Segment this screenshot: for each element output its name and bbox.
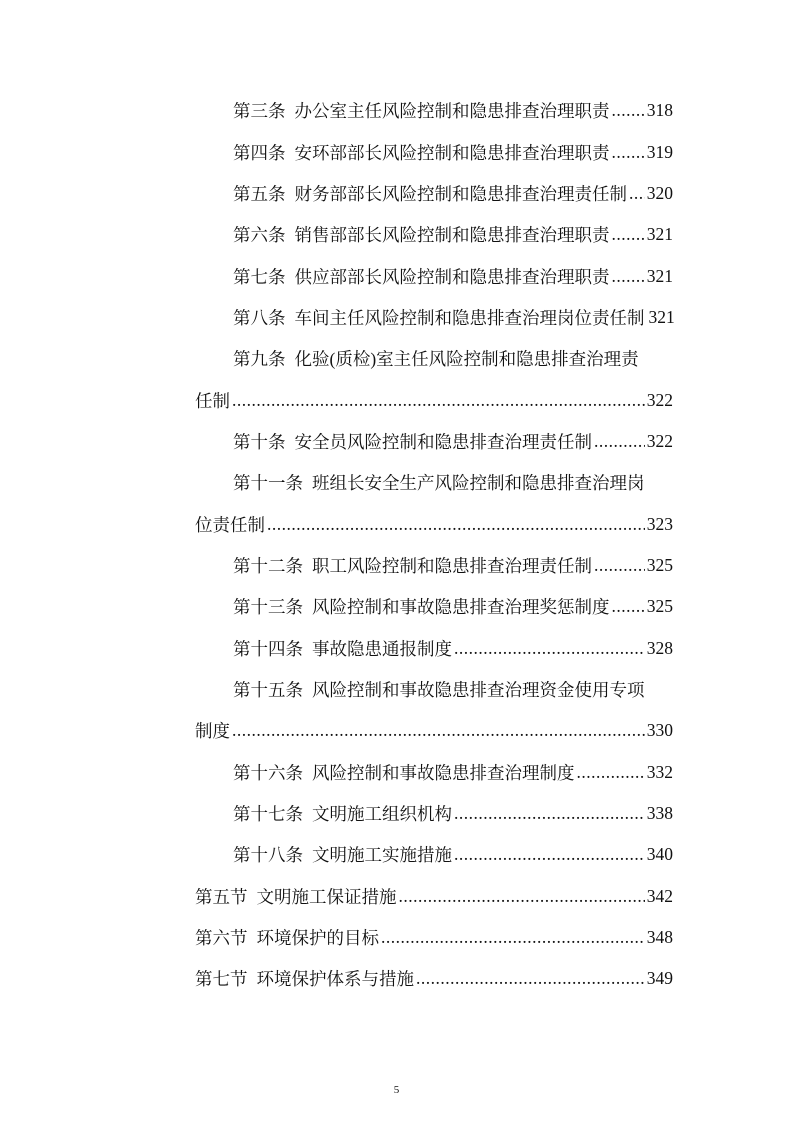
toc-entry[interactable]	[195, 752, 673, 793]
toc-entry-title: 办公室主任风险控制和隐患排查治理职责	[294, 101, 610, 122]
dot-leader	[612, 596, 645, 617]
toc-entry-title: 风险控制和事故隐患排查治理制度	[312, 762, 575, 783]
toc-entry[interactable]	[195, 297, 673, 338]
toc-entry-title: 风险控制和事故隐患排查治理奖惩制度	[312, 597, 610, 618]
dot-leader	[612, 100, 645, 121]
dot-leader	[594, 555, 645, 576]
dot-leader	[232, 390, 645, 411]
toc-entry-page: 322	[646, 430, 673, 451]
dot-leader	[454, 844, 645, 865]
toc-entry[interactable]	[195, 586, 673, 627]
toc-entry-continuation[interactable]	[195, 710, 673, 751]
dot-leader	[594, 431, 645, 452]
toc-entry-title: 风险控制和事故隐患排查治理资金使用专项	[312, 679, 645, 700]
toc-entry-label: 第七条	[233, 266, 286, 287]
toc-entry-label: 第九条	[233, 349, 286, 370]
toc-entry[interactable]	[195, 834, 673, 875]
toc-entry-page: 321	[646, 265, 673, 286]
toc-entry-title: 事故隐患通报制度	[312, 638, 452, 659]
toc-entry-page: 348	[646, 927, 673, 948]
toc-entry-page: 322	[646, 389, 673, 410]
dot-leader	[612, 266, 645, 287]
toc-entry[interactable]	[195, 90, 673, 131]
table-of-contents	[195, 90, 673, 1000]
toc-entry-title: 供应部部长风险控制和隐患排查治理职责	[294, 266, 610, 287]
toc-entry-label: 第十五条	[233, 679, 303, 700]
toc-entry[interactable]	[195, 421, 673, 462]
toc-entry-title: 职工风险控制和隐患排查治理责任制	[312, 555, 592, 576]
toc-entry-page: 342	[646, 885, 673, 906]
dot-leader	[629, 183, 645, 204]
dot-leader	[577, 762, 645, 783]
toc-entry-page: 321	[648, 306, 675, 327]
dot-leader	[454, 803, 645, 824]
toc-entry-title: 安环部部长风险控制和隐患排查治理职责	[294, 142, 610, 163]
toc-entry[interactable]	[195, 627, 673, 668]
toc-entry-title-cont: 任制	[195, 390, 230, 411]
toc-entry-title: 班组长安全生产风险控制和隐患排查治理岗	[312, 473, 645, 494]
toc-entry-label: 第十六条	[233, 762, 303, 783]
toc-entry-continuation[interactable]	[195, 379, 673, 420]
toc-entry[interactable]	[195, 214, 673, 255]
toc-entry[interactable]	[195, 255, 673, 296]
toc-entry[interactable]	[195, 338, 673, 379]
toc-entry-label: 第五节	[195, 886, 248, 907]
toc-entry[interactable]	[195, 669, 673, 710]
toc-entry-page: 332	[646, 761, 673, 782]
toc-entry-page: 328	[646, 637, 673, 658]
toc-entry-page: 318	[646, 100, 673, 121]
toc-entry-title: 销售部部长风险控制和隐患排查治理职责	[294, 225, 610, 246]
toc-section[interactable]	[195, 958, 673, 999]
dot-leader	[612, 224, 645, 245]
dot-leader	[381, 927, 645, 948]
toc-entry[interactable]	[195, 131, 673, 172]
toc-entry-title-cont: 位责任制	[195, 514, 265, 535]
toc-entry-label: 第四条	[233, 142, 286, 163]
toc-entry-label: 第十一条	[233, 473, 303, 494]
toc-entry-label: 第八条	[233, 307, 286, 328]
toc-entry-page: 338	[646, 803, 673, 824]
toc-entry-label: 第十三条	[233, 597, 303, 618]
toc-entry-label: 第六条	[233, 225, 286, 246]
toc-section[interactable]	[195, 917, 673, 958]
toc-section[interactable]	[195, 876, 673, 917]
dot-leader	[267, 514, 645, 535]
dot-leader	[232, 720, 645, 741]
toc-entry[interactable]	[195, 793, 673, 834]
toc-entry-title: 化验(质检)室主任风险控制和隐患排查治理责	[294, 349, 639, 370]
toc-entry-title: 文明施工保证措施	[256, 886, 397, 907]
toc-entry-title: 安全员风险控制和隐患排查治理责任制	[294, 431, 592, 452]
toc-entry-label: 第五条	[233, 183, 286, 204]
toc-entry-label: 第六节	[195, 928, 248, 949]
toc-entry-page: 325	[646, 554, 673, 575]
toc-entry-label: 第十八条	[233, 845, 303, 866]
toc-entry[interactable]	[195, 462, 673, 503]
toc-entry-label: 第七节	[195, 969, 248, 990]
toc-entry-label: 第十七条	[233, 804, 303, 825]
dot-leader	[399, 886, 645, 907]
toc-entry-page: 323	[646, 513, 673, 534]
toc-entry-page: 325	[646, 596, 673, 617]
toc-entry[interactable]	[195, 173, 673, 214]
toc-entry-title: 车间主任风险控制和隐患排查治理岗位责任制	[294, 307, 645, 328]
toc-entry-title: 文明施工组织机构	[312, 804, 452, 825]
dot-leader	[454, 638, 645, 659]
toc-entry-page: 320	[646, 182, 673, 203]
toc-entry-title-cont: 制度	[195, 721, 230, 742]
toc-entry-label: 第十条	[233, 431, 286, 452]
toc-entry-label: 第十二条	[233, 555, 303, 576]
toc-entry-page: 330	[646, 720, 673, 741]
toc-entry-page: 349	[646, 968, 673, 989]
toc-entry-continuation[interactable]	[195, 503, 673, 544]
toc-entry-label: 第十四条	[233, 638, 303, 659]
toc-entry-title: 环境保护的目标	[256, 928, 379, 949]
page-number: 5	[393, 1084, 400, 1096]
toc-entry[interactable]	[195, 545, 673, 586]
toc-entry-title: 文明施工实施措施	[312, 845, 452, 866]
toc-entry-title: 环境保护体系与措施	[256, 969, 414, 990]
toc-entry-page: 321	[646, 224, 673, 245]
dot-leader	[416, 968, 645, 989]
dot-leader	[612, 142, 645, 163]
toc-entry-page: 340	[646, 844, 673, 865]
toc-entry-title: 财务部部长风险控制和隐患排查治理责任制	[294, 183, 627, 204]
toc-entry-label: 第三条	[233, 101, 286, 122]
toc-entry-page: 319	[646, 141, 673, 162]
